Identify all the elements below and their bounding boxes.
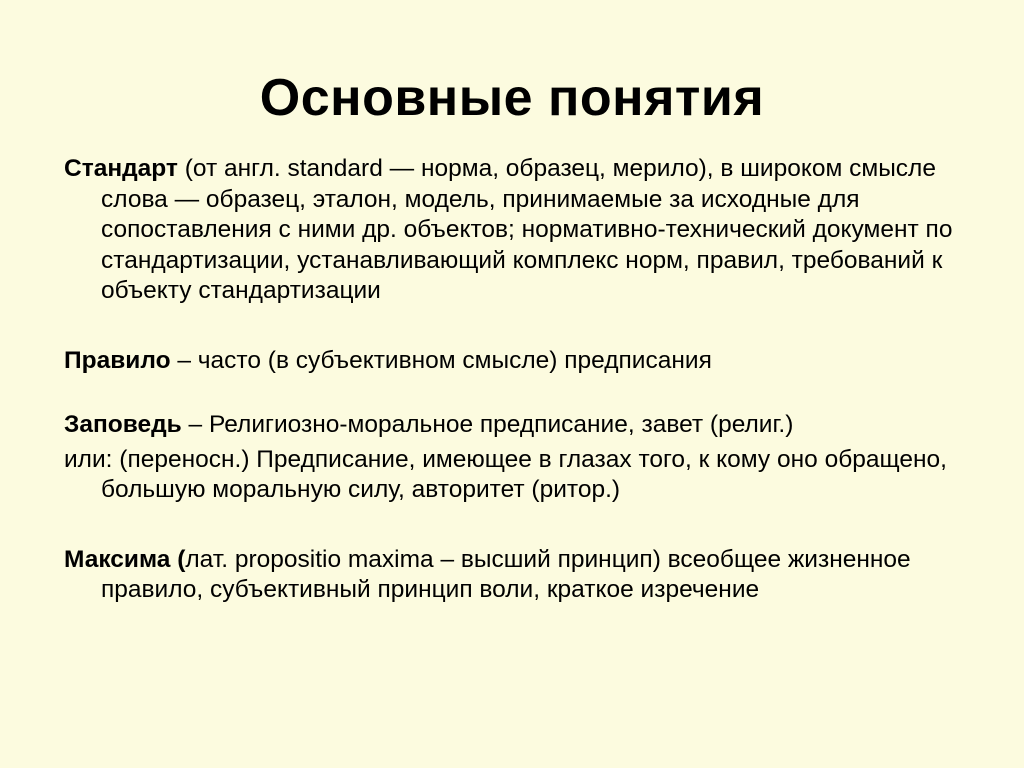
definition-maxim [64, 545, 964, 606]
definition-commandment-text: – Религиозно-моральное предписание, завет (религ.) [181, 411, 794, 438]
definition-commandment [64, 410, 964, 441]
definition-rule-text: – часто (в субъективном смысле) предписания [170, 346, 712, 374]
definition-commandment-alt-text: или: (переносн.) Предписание, имеющее в глазах того, к кому оно обращено, большую моральную силу, авторитет (ритор.) [64, 445, 947, 503]
definition-rule [64, 346, 964, 377]
definition-standard-text: (от англ. standard — норма, образец, мерило), в широком смысле слова — образец, эталон, модель, принимаемые за исходные для сопоставления с ними др. объектов; нормативно-технический документ по стандартизации, устанавливающий комплекс норм, правил, требований к объекту стандартизации [101, 155, 953, 304]
definition-commandment-alt [64, 445, 964, 506]
term-commandment: Заповедь [64, 411, 182, 438]
definitions-list [64, 154, 964, 606]
slide-title: Основные понятия [259, 69, 765, 127]
definition-maxim-text: лат. propositio maxima – высший принцип) всеобщее жизненное правило, субъективный принцип воли, краткое изречение [101, 545, 911, 603]
definition-standard [64, 154, 964, 307]
term-maxim: Максима ( [64, 545, 186, 573]
term-standard: Стандарт [64, 155, 178, 182]
term-rule: Правило [64, 346, 171, 374]
